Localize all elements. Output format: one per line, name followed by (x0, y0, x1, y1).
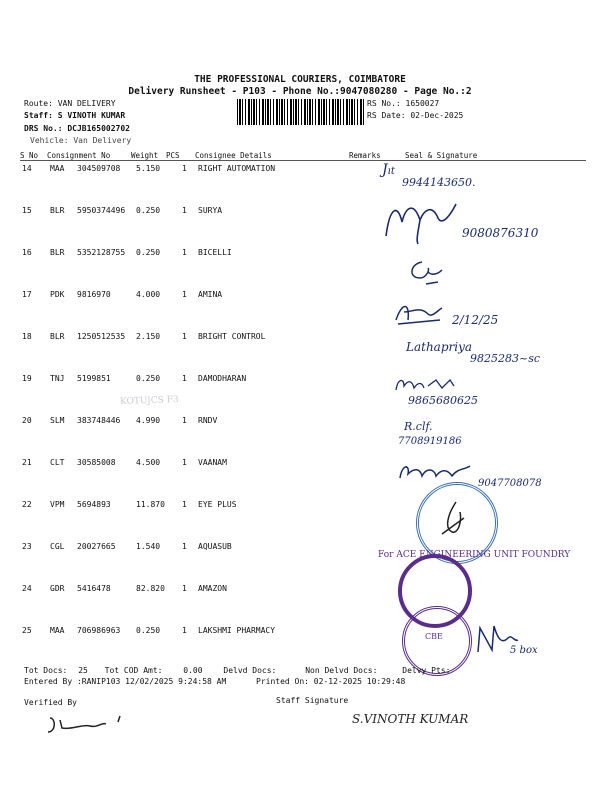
row-prefix: PDK (50, 290, 65, 299)
row-sno: 22 (22, 500, 32, 509)
table-row (0, 290, 600, 310)
handwritten-phone-20: 7708919186 (398, 436, 462, 447)
rs-date-label: RS Date: 02-Dec-2025 (367, 111, 464, 120)
row-prefix: TNJ (50, 374, 65, 383)
delvy-pts-label: Delvy Pts: (402, 666, 451, 675)
stamp-text-ace: For ACE ENGINEERING UNIT FOUNDRY (378, 550, 571, 560)
signature-row-17 (392, 298, 446, 328)
handwritten-date-17: 2/12/25 (452, 313, 499, 327)
row-consignment: 5694893 (77, 500, 111, 509)
row-consignee: BICELLI (198, 248, 232, 257)
col-consignee: Consignee Details (195, 151, 272, 160)
signature-row-21 (396, 458, 476, 484)
verified-by-signature (42, 712, 132, 736)
row-consignee: BRIGHT CONTROL (198, 332, 266, 341)
tot-cod-label: Tot COD Amt: (104, 666, 163, 675)
row-consignee: AMAZON (198, 584, 227, 593)
row-sno: 23 (22, 542, 32, 551)
row-prefix: BLR (50, 332, 65, 341)
col-remarks: Remarks (349, 151, 381, 160)
row-pcs: 1 (182, 542, 187, 551)
vehicle-label: Vehicle: Van Delivery (30, 136, 132, 145)
row-pcs: 1 (182, 206, 187, 215)
row-pcs: 1 (182, 290, 187, 299)
signature-row-16 (404, 256, 448, 290)
tot-docs-label: Tot Docs: (24, 666, 68, 675)
table-row (0, 374, 600, 394)
row-weight: 0.250 (136, 248, 161, 257)
entered-by: Entered By :RANIP103 12/02/2025 9:24:58 AM (24, 677, 227, 686)
row-prefix: BLR (50, 206, 65, 215)
col-weight: Weight (131, 151, 159, 160)
tot-cod-value: 0.00 (183, 666, 203, 675)
signature-row-14: Jıt (382, 162, 395, 178)
row-pcs: 1 (182, 584, 187, 593)
row-prefix: CLT (50, 458, 65, 467)
table-row (0, 206, 600, 226)
footer-totals (24, 666, 450, 675)
row-pcs: 1 (182, 248, 187, 257)
row-weight: 0.250 (136, 374, 161, 383)
row-pcs: 1 (182, 500, 187, 509)
row-consignment: 5199851 (77, 374, 111, 383)
row-sno: 16 (22, 248, 32, 257)
row-pcs: 1 (182, 458, 187, 467)
row-consignee: DAMODHARAN (198, 374, 247, 383)
row-consignment: 30585008 (77, 458, 116, 467)
table-row (0, 164, 600, 184)
row-prefix: MAA (50, 164, 65, 173)
row-consignee: LAKSHMI PHARMACY (198, 626, 276, 635)
staff-signature-label: Staff Signature (276, 696, 349, 705)
row-consignee: EYE PLUS (198, 500, 237, 509)
row-prefix: SLM (50, 416, 65, 425)
row-consignee: RIGHT AUTOMATION (198, 164, 276, 173)
stamp-cbe-label: CBE (425, 632, 443, 641)
row-consignment: 304509708 (77, 164, 121, 173)
table-row (0, 332, 600, 352)
row-consignee: SURYA (198, 206, 223, 215)
col-consignment: Consignment No (47, 151, 111, 160)
faint-stamp-mark: KOTUJCS F3 (119, 394, 179, 408)
row-consignee: RNDV (198, 416, 218, 425)
tot-docs-value: 25 (78, 666, 88, 675)
col-sno: S No (20, 151, 39, 160)
row-weight: 4.000 (136, 290, 161, 299)
row-consignee: AQUASUB (198, 542, 232, 551)
table-row (0, 500, 600, 520)
row-weight: 5.150 (136, 164, 161, 173)
row-weight: 4.500 (136, 458, 161, 467)
table-row (0, 248, 600, 268)
row-sno: 24 (22, 584, 32, 593)
row-consignment: 383748446 (77, 416, 121, 425)
header-divider (20, 160, 586, 161)
rs-no-label: RS No.: 1650027 (367, 99, 440, 108)
row-prefix: VPM (50, 500, 65, 509)
seal-signature (438, 498, 468, 538)
row-pcs: 1 (182, 332, 187, 341)
row-consignment: 20027665 (77, 542, 116, 551)
handwritten-phone-15: 9080876310 (462, 226, 539, 240)
row-pcs: 1 (182, 626, 187, 635)
verified-by-label: Verified By (24, 698, 77, 707)
handwritten-name-20: R.clf. (404, 420, 433, 433)
staff-signature: S.VINOTH KUMAR (352, 712, 469, 726)
company-title: THE PROFESSIONAL COURIERS, COIMBATORE (194, 74, 406, 85)
row-sno: 18 (22, 332, 32, 341)
row-consignee: AMINA (198, 290, 223, 299)
row-consignment: 5416478 (77, 584, 111, 593)
row-weight: 82.820 (136, 584, 165, 593)
row-consignment: 1250512535 (77, 332, 126, 341)
non-delvd-docs-label: Non Delvd Docs: (305, 666, 378, 675)
row-sno: 14 (22, 164, 32, 173)
barcode (237, 99, 365, 125)
handwritten-name-18: Lathapriya (406, 340, 473, 354)
row-sno: 20 (22, 416, 32, 425)
row-consignment: 5352128755 (77, 248, 126, 257)
handwritten-phone-19: 9865680625 (408, 394, 478, 407)
row-prefix: GDR (50, 584, 65, 593)
row-consignment: 9816970 (77, 290, 111, 299)
row-weight: 4.990 (136, 416, 161, 425)
row-prefix: MAA (50, 626, 65, 635)
row-pcs: 1 (182, 164, 187, 173)
row-pcs: 1 (182, 374, 187, 383)
table-row (0, 416, 600, 436)
handwritten-phone-14: 9944143650. (402, 176, 476, 189)
row-sno: 25 (22, 626, 32, 635)
row-pcs: 1 (182, 416, 187, 425)
col-seal: Seal & Signature (405, 151, 478, 160)
row-consignee: VAANAM (198, 458, 227, 467)
signature-row-15 (380, 196, 470, 246)
col-pcs: PCS (166, 151, 180, 160)
staff-label: Staff: S VINOTH KUMAR (24, 111, 126, 120)
printed-on: Printed On: 02-12-2025 10:29:48 (256, 677, 406, 686)
row-weight: 11.870 (136, 500, 165, 509)
row-consignment: 5950374496 (77, 206, 126, 215)
runsheet-title: Delivery Runsheet - P103 - Phone No.:9047080280 - Page No.:2 (128, 86, 472, 97)
row-prefix: CGL (50, 542, 65, 551)
row-weight: 0.250 (136, 626, 161, 635)
row-weight: 2.150 (136, 332, 161, 341)
table-row (0, 458, 600, 478)
row-sno: 21 (22, 458, 32, 467)
row-sno: 19 (22, 374, 32, 383)
row-weight: 0.250 (136, 206, 161, 215)
row-consignment: 706986963 (77, 626, 121, 635)
row-prefix: BLR (50, 248, 65, 257)
handwritten-phone-21: 9047708078 (478, 478, 542, 489)
handwritten-note-25: 5 box (510, 645, 538, 656)
signature-row-19 (392, 374, 458, 394)
route-label: Route: VAN DELIVERY (24, 99, 116, 108)
row-sno: 15 (22, 206, 32, 215)
table-row (0, 584, 600, 604)
row-sno: 17 (22, 290, 32, 299)
row-weight: 1.540 (136, 542, 161, 551)
drs-label: DRS No.: DCJB165002702 (24, 124, 130, 133)
delvd-docs-label: Delvd Docs: (223, 666, 277, 675)
handwritten-phone-18: 9825283~sc (470, 352, 541, 365)
